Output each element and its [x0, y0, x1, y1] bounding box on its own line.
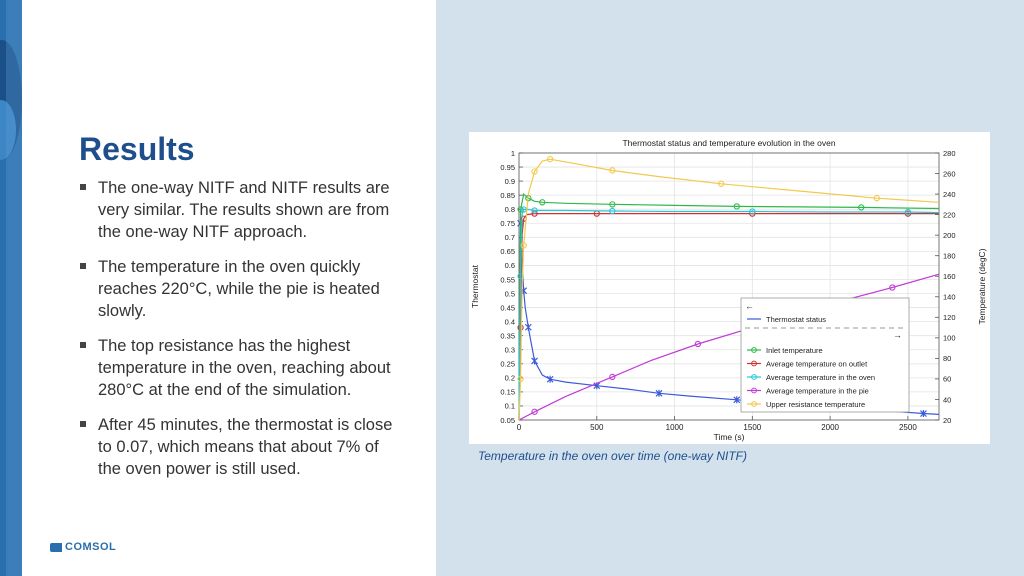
comsol-logo-icon: [50, 543, 62, 552]
y-right-tick-label: 80: [943, 354, 952, 364]
y-left-tick-label: 0.8: [504, 205, 515, 215]
legend-entry: Thermostat status: [766, 315, 827, 324]
data-point-thermostat-status: [532, 357, 538, 364]
bullet-text: The one-way NITF and NITF results are very similar. The results shown are from the one-way NITF approach.: [98, 179, 390, 241]
y-right-tick-label: 140: [943, 292, 956, 302]
y-left-tick-label: 0.5: [504, 289, 515, 299]
bullet-text: After 45 minutes, the thermostat is close to 0.07, which means that about 7% of the oven power is still used.: [98, 416, 393, 478]
y-left-tick-label: 0.85: [500, 190, 515, 200]
y-right-tick-label: 240: [943, 189, 956, 199]
bullet-square-icon: [80, 263, 86, 269]
slide-title: Results: [79, 131, 195, 167]
y-left-tick-label: 0.75: [500, 219, 515, 229]
y-left-tick-label: 0.2: [504, 373, 515, 383]
bullet-item: [80, 335, 400, 401]
bullet-text: The top resistance has the highest temperature in the oven, reaching about 280°C at the end of the simulation.: [98, 337, 391, 399]
y-right-tick-label: 220: [943, 210, 956, 220]
y-left-tick-label: 0.45: [500, 303, 515, 313]
y-left-tick-label: 0.3: [504, 345, 515, 355]
x-tick-label: 0: [516, 423, 522, 432]
y-right-tick-label: 60: [943, 374, 952, 384]
bullet-item: [80, 256, 400, 322]
y-right-tick-label: 160: [943, 272, 956, 282]
y-left-tick-label: 0.7: [504, 233, 515, 243]
y-right-tick-label: 20: [943, 415, 952, 425]
y-left-tick-label: 0.9: [504, 176, 515, 186]
y-right-tick-label: 280: [943, 148, 956, 158]
legend-entry: Upper resistance temperature: [766, 400, 866, 409]
bullet-square-icon: [80, 421, 86, 427]
x-tick-label: 2000: [821, 423, 840, 432]
bullet-item: [80, 414, 400, 480]
chart-container: [469, 132, 990, 444]
left-decorative-bar: [0, 0, 22, 576]
y-left-tick-label: 0.1: [504, 401, 515, 411]
y-right-tick-label: 100: [943, 333, 956, 343]
legend-entry: Inlet temperature: [766, 346, 823, 355]
y-left-axis-label: Thermostat: [470, 265, 480, 308]
x-axis-label: Time (s): [713, 432, 745, 442]
legend-left-axis-arrow: ←: [745, 301, 754, 311]
x-tick-label: 1000: [665, 423, 684, 432]
x-tick-label: 2500: [898, 423, 917, 432]
y-left-tick-label: 0.25: [500, 359, 515, 369]
y-right-tick-label: 260: [943, 169, 956, 179]
y-right-tick-label: 200: [943, 230, 956, 240]
y-left-tick-label: 0.35: [500, 331, 515, 341]
y-left-tick-label: 0.4: [504, 317, 515, 327]
y-left-tick-label: 0.95: [500, 162, 515, 172]
bullet-square-icon: [80, 342, 86, 348]
y-right-tick-label: 120: [943, 313, 956, 323]
bullet-text: The temperature in the oven quickly reaches 220°C, while the pie is heated slowly.: [98, 258, 380, 320]
legend-entry: Average temperature in the oven: [766, 373, 876, 382]
comsol-logo-text: COMSOL: [65, 541, 117, 553]
y-left-tick-label: 0.55: [500, 275, 515, 285]
bullet-item: [80, 177, 400, 243]
y-right-tick-label: 180: [943, 251, 956, 261]
legend-entry: Average temperature on outlet: [766, 359, 868, 369]
y-left-tick-label: 0.6: [504, 261, 515, 271]
bullet-list: [80, 177, 400, 493]
y-left-tick-label: 0.15: [500, 387, 515, 397]
legend-right-axis-arrow: →: [893, 330, 902, 340]
y-left-tick-label: 0.65: [500, 247, 515, 257]
legend-entry: Average temperature in the pie: [766, 386, 869, 396]
x-tick-label: 500: [590, 423, 604, 432]
chart-title: Thermostat status and temperature evolution in the oven: [622, 138, 836, 148]
x-tick-label: 1500: [743, 423, 762, 432]
bullet-square-icon: [80, 184, 86, 190]
y-right-tick-label: 40: [943, 395, 952, 405]
chart-svg: [469, 132, 990, 444]
y-left-tick-label: 0.05: [500, 415, 515, 425]
chart-caption: Temperature in the oven over time (one-way NITF): [478, 449, 747, 463]
y-left-tick-label: 1: [510, 148, 515, 158]
comsol-logo: [50, 541, 116, 553]
data-point-thermostat-status: [525, 324, 531, 331]
bar-wave-shape: [6, 0, 22, 576]
y-right-axis-label: Temperature (degC): [977, 248, 987, 325]
